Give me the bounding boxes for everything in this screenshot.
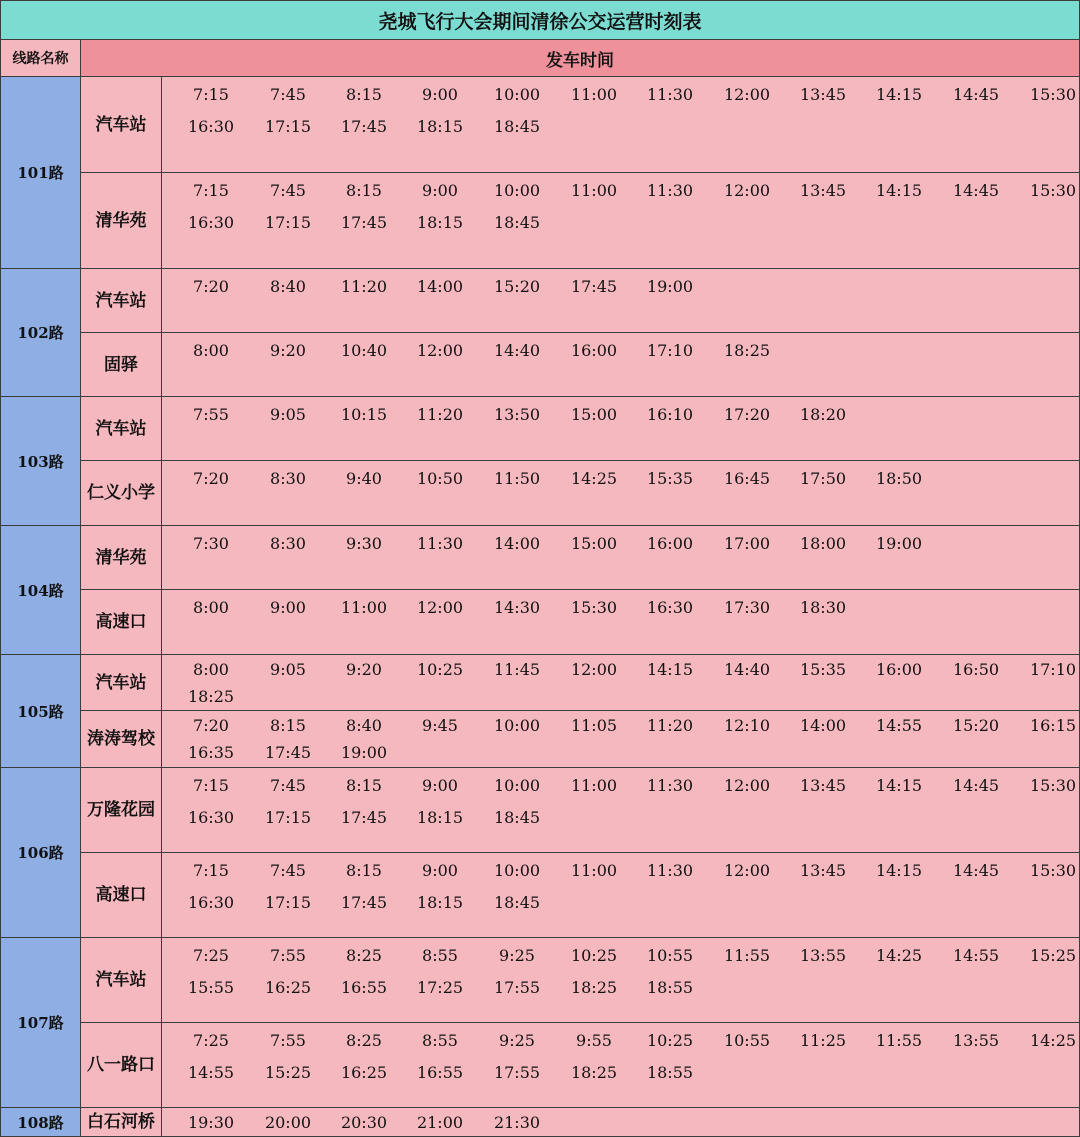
departure-time: 8:25 <box>346 946 382 965</box>
departure-time: 16:00 <box>570 341 618 360</box>
departure-time: 7:25 <box>193 946 229 965</box>
departure-time: 17:30 <box>723 598 771 617</box>
departure-time: 18:25 <box>570 978 618 997</box>
departure-time: 9:00 <box>422 776 458 795</box>
departure-time: 9:45 <box>422 716 458 735</box>
departure-time: 16:15 <box>1029 716 1077 735</box>
departure-time: 18:00 <box>799 534 847 553</box>
departure-time: 14:00 <box>416 277 464 296</box>
departure-time: 10:00 <box>493 776 541 795</box>
departure-time: 8:55 <box>422 1031 458 1050</box>
departure-time: 18:45 <box>493 808 541 827</box>
departure-time: 11:50 <box>493 469 541 488</box>
departure-time: 7:55 <box>270 1031 306 1050</box>
departure-time: 15:30 <box>1029 181 1077 200</box>
departure-time: 14:55 <box>952 946 1000 965</box>
departure-time: 11:55 <box>723 946 771 965</box>
departure-time: 14:55 <box>187 1063 235 1082</box>
departure-time: 10:15 <box>340 405 388 424</box>
departure-time: 20:00 <box>264 1113 312 1132</box>
departure-time: 18:20 <box>799 405 847 424</box>
departure-time: 17:15 <box>264 213 312 232</box>
departure-time: 11:00 <box>340 598 388 617</box>
departure-time: 18:55 <box>646 978 694 997</box>
departure-time: 7:15 <box>193 85 229 104</box>
route-name-cell: 103路 <box>0 397 81 526</box>
departure-time: 12:00 <box>723 181 771 200</box>
departure-time: 8:00 <box>193 660 229 679</box>
departure-time: 8:15 <box>270 716 306 735</box>
departure-time: 21:30 <box>493 1113 541 1132</box>
stop-name-cell: 清华苑 <box>81 526 162 590</box>
departure-time: 12:00 <box>416 341 464 360</box>
departure-time: 15:00 <box>570 534 618 553</box>
departure-time: 10:55 <box>723 1031 771 1050</box>
departure-time: 15:55 <box>187 978 235 997</box>
route-name-cell: 106路 <box>0 768 81 938</box>
departure-time: 10:00 <box>493 716 541 735</box>
departure-time: 19:30 <box>187 1113 235 1132</box>
departure-time: 7:45 <box>270 861 306 880</box>
departure-time: 8:30 <box>270 469 306 488</box>
departure-time: 11:30 <box>416 534 464 553</box>
departure-time: 11:25 <box>799 1031 847 1050</box>
departure-time: 16:30 <box>187 213 235 232</box>
departure-time: 18:15 <box>416 117 464 136</box>
departure-time: 12:00 <box>723 861 771 880</box>
stop-name-cell: 高速口 <box>81 853 162 938</box>
departure-time: 8:40 <box>270 277 306 296</box>
departure-time: 11:30 <box>646 85 694 104</box>
departure-time: 15:20 <box>952 716 1000 735</box>
departure-time: 9:00 <box>270 598 306 617</box>
departure-time: 17:45 <box>340 213 388 232</box>
departure-time: 15:20 <box>493 277 541 296</box>
departure-time: 7:30 <box>193 534 229 553</box>
departure-time: 14:55 <box>875 716 923 735</box>
departure-time: 12:10 <box>723 716 771 735</box>
departure-time: 16:50 <box>952 660 1000 679</box>
departure-time: 9:30 <box>346 534 382 553</box>
departure-times-cell <box>162 526 1080 590</box>
departure-time: 10:40 <box>340 341 388 360</box>
departure-time: 14:00 <box>493 534 541 553</box>
route-name-cell: 108路 <box>0 1108 81 1137</box>
departure-time: 14:15 <box>875 181 923 200</box>
route-name-cell: 102路 <box>0 269 81 397</box>
departure-time: 21:00 <box>416 1113 464 1132</box>
departure-time: 10:50 <box>416 469 464 488</box>
departure-time: 16:30 <box>187 893 235 912</box>
departure-time: 12:00 <box>723 776 771 795</box>
route-name-cell: 104路 <box>0 526 81 655</box>
departure-time: 9:55 <box>576 1031 612 1050</box>
departure-time: 20:30 <box>340 1113 388 1132</box>
departure-time: 7:20 <box>193 277 229 296</box>
departure-time: 11:00 <box>570 181 618 200</box>
departure-time: 17:10 <box>1029 660 1077 679</box>
departure-time: 18:30 <box>799 598 847 617</box>
departure-time: 18:50 <box>875 469 923 488</box>
departure-time: 18:45 <box>493 213 541 232</box>
departure-time: 16:30 <box>187 808 235 827</box>
stop-name-cell: 清华苑 <box>81 173 162 269</box>
departure-time: 19:00 <box>875 534 923 553</box>
departure-time: 17:15 <box>264 117 312 136</box>
departure-time: 8:15 <box>346 181 382 200</box>
departure-time: 10:25 <box>570 946 618 965</box>
departure-time: 17:45 <box>340 808 388 827</box>
departure-time: 10:25 <box>416 660 464 679</box>
departure-time: 9:00 <box>422 181 458 200</box>
stop-name-cell: 万隆花园 <box>81 768 162 853</box>
departure-times-cell <box>162 173 1080 269</box>
departure-time: 8:15 <box>346 776 382 795</box>
departure-time: 17:15 <box>264 808 312 827</box>
departure-time: 10:25 <box>646 1031 694 1050</box>
departure-time: 11:00 <box>570 85 618 104</box>
departure-time: 18:25 <box>187 687 235 706</box>
departure-time: 8:00 <box>193 341 229 360</box>
departure-time: 7:45 <box>270 181 306 200</box>
departure-time: 13:50 <box>493 405 541 424</box>
departure-time: 7:20 <box>193 716 229 735</box>
departure-time: 11:55 <box>875 1031 923 1050</box>
departure-time: 14:45 <box>952 181 1000 200</box>
departure-time: 13:45 <box>799 181 847 200</box>
departure-time: 9:20 <box>270 341 306 360</box>
departure-time: 15:30 <box>1029 776 1077 795</box>
departure-time: 9:00 <box>422 85 458 104</box>
departure-time: 8:40 <box>346 716 382 735</box>
departure-time: 9:25 <box>499 946 535 965</box>
departure-time: 11:30 <box>646 776 694 795</box>
departure-time: 17:45 <box>340 893 388 912</box>
departure-time: 19:00 <box>646 277 694 296</box>
departure-time: 11:00 <box>570 861 618 880</box>
departure-time: 14:15 <box>646 660 694 679</box>
departure-time: 15:35 <box>799 660 847 679</box>
departure-time: 16:10 <box>646 405 694 424</box>
departure-time: 7:45 <box>270 85 306 104</box>
departure-time: 14:00 <box>799 716 847 735</box>
departure-time: 16:30 <box>187 117 235 136</box>
departure-time: 12:00 <box>723 85 771 104</box>
departure-time: 9:05 <box>270 660 306 679</box>
departure-times-cell <box>162 853 1080 938</box>
departure-time: 14:25 <box>1029 1031 1077 1050</box>
departure-time: 8:25 <box>346 1031 382 1050</box>
departure-time: 16:25 <box>264 978 312 997</box>
departure-time: 16:00 <box>646 534 694 553</box>
departure-time: 7:45 <box>270 776 306 795</box>
departure-time: 17:45 <box>570 277 618 296</box>
departure-time: 16:00 <box>875 660 923 679</box>
departure-time: 14:15 <box>875 85 923 104</box>
stop-name-cell: 仁义小学 <box>81 461 162 526</box>
departure-times-cell <box>162 768 1080 853</box>
departure-time: 14:25 <box>570 469 618 488</box>
departure-time: 13:45 <box>799 776 847 795</box>
departure-times-cell <box>162 590 1080 655</box>
departure-time: 10:00 <box>493 181 541 200</box>
departure-time: 7:20 <box>193 469 229 488</box>
departure-time: 13:55 <box>952 1031 1000 1050</box>
departure-time: 16:55 <box>416 1063 464 1082</box>
departure-time: 15:30 <box>570 598 618 617</box>
departure-time: 9:00 <box>422 861 458 880</box>
departure-times-cell <box>162 1023 1080 1108</box>
departure-time: 11:00 <box>570 776 618 795</box>
departure-time: 9:25 <box>499 1031 535 1050</box>
departure-time: 12:00 <box>570 660 618 679</box>
departure-time: 11:20 <box>416 405 464 424</box>
departure-time: 17:25 <box>416 978 464 997</box>
departure-time: 15:30 <box>1029 85 1077 104</box>
departure-time: 18:55 <box>646 1063 694 1082</box>
header-route-name: 线路名称 <box>0 40 81 77</box>
departure-times-cell <box>162 77 1080 173</box>
departure-time: 8:15 <box>346 861 382 880</box>
stop-name-cell: 汽车站 <box>81 655 162 711</box>
departure-time: 14:40 <box>493 341 541 360</box>
departure-time: 16:35 <box>187 743 235 762</box>
departure-times-cell <box>162 333 1080 397</box>
departure-time: 7:55 <box>270 946 306 965</box>
departure-time: 18:15 <box>416 213 464 232</box>
departure-time: 13:45 <box>799 861 847 880</box>
departure-time: 11:20 <box>646 716 694 735</box>
departure-time: 14:45 <box>952 776 1000 795</box>
departure-time: 12:00 <box>416 598 464 617</box>
stop-name-cell: 涛涛驾校 <box>81 711 162 768</box>
departure-time: 17:10 <box>646 341 694 360</box>
departure-time: 15:30 <box>1029 861 1077 880</box>
route-name-cell: 107路 <box>0 938 81 1108</box>
departure-time: 9:05 <box>270 405 306 424</box>
stop-name-cell: 汽车站 <box>81 938 162 1023</box>
timetable-title: 尧城飞行大会期间清徐公交运营时刻表 <box>0 0 1080 40</box>
departure-time: 13:45 <box>799 85 847 104</box>
departure-time: 18:15 <box>416 808 464 827</box>
departure-time: 18:15 <box>416 893 464 912</box>
departure-time: 16:55 <box>340 978 388 997</box>
stop-name-cell: 汽车站 <box>81 77 162 173</box>
departure-time: 8:15 <box>346 85 382 104</box>
departure-time: 7:25 <box>193 1031 229 1050</box>
departure-times-cell <box>162 655 1080 711</box>
departure-time: 7:55 <box>193 405 229 424</box>
departure-time: 10:00 <box>493 861 541 880</box>
departure-time: 15:00 <box>570 405 618 424</box>
departure-time: 14:45 <box>952 861 1000 880</box>
departure-time: 14:40 <box>723 660 771 679</box>
departure-time: 13:55 <box>799 946 847 965</box>
departure-times-cell <box>162 1108 1080 1137</box>
departure-time: 14:15 <box>875 776 923 795</box>
departure-time: 14:30 <box>493 598 541 617</box>
departure-time: 17:00 <box>723 534 771 553</box>
departure-times-cell <box>162 397 1080 461</box>
departure-time: 11:30 <box>646 861 694 880</box>
departure-time: 17:15 <box>264 893 312 912</box>
departure-time: 17:45 <box>340 117 388 136</box>
departure-time: 15:25 <box>1029 946 1077 965</box>
departure-time: 10:00 <box>493 85 541 104</box>
departure-time: 18:45 <box>493 893 541 912</box>
departure-time: 11:30 <box>646 181 694 200</box>
departure-time: 17:50 <box>799 469 847 488</box>
departure-times-cell <box>162 269 1080 333</box>
departure-time: 19:00 <box>340 743 388 762</box>
departure-times-cell <box>162 938 1080 1023</box>
departure-time: 7:15 <box>193 181 229 200</box>
departure-time: 8:30 <box>270 534 306 553</box>
departure-time: 17:55 <box>493 978 541 997</box>
departure-time: 14:45 <box>952 85 1000 104</box>
departure-time: 15:35 <box>646 469 694 488</box>
departure-time: 11:45 <box>493 660 541 679</box>
stop-name-cell: 汽车站 <box>81 269 162 333</box>
departure-time: 16:45 <box>723 469 771 488</box>
header-departure-time: 发车时间 <box>81 40 1080 77</box>
stop-name-cell: 汽车站 <box>81 397 162 461</box>
departure-time: 18:45 <box>493 117 541 136</box>
departure-time: 11:20 <box>340 277 388 296</box>
departure-times-cell <box>162 461 1080 526</box>
departure-time: 15:25 <box>264 1063 312 1082</box>
departure-time: 17:45 <box>264 743 312 762</box>
departure-time: 11:05 <box>570 716 618 735</box>
departure-time: 18:25 <box>723 341 771 360</box>
stop-name-cell: 高速口 <box>81 590 162 655</box>
departure-time: 18:25 <box>570 1063 618 1082</box>
departure-time: 17:20 <box>723 405 771 424</box>
departure-time: 10:55 <box>646 946 694 965</box>
departure-time: 14:15 <box>875 861 923 880</box>
departure-time: 8:55 <box>422 946 458 965</box>
route-name-cell: 105路 <box>0 655 81 768</box>
departure-times-cell <box>162 711 1080 768</box>
route-name-cell: 101路 <box>0 77 81 269</box>
departure-time: 17:55 <box>493 1063 541 1082</box>
departure-time: 9:40 <box>346 469 382 488</box>
departure-time: 16:30 <box>646 598 694 617</box>
departure-time: 7:15 <box>193 776 229 795</box>
stop-name-cell: 固驿 <box>81 333 162 397</box>
departure-time: 14:25 <box>875 946 923 965</box>
departure-time: 16:25 <box>340 1063 388 1082</box>
departure-time: 8:00 <box>193 598 229 617</box>
stop-name-cell: 八一路口 <box>81 1023 162 1108</box>
departure-time: 9:20 <box>346 660 382 679</box>
stop-name-cell: 白石河桥 <box>81 1108 162 1137</box>
departure-time: 7:15 <box>193 861 229 880</box>
